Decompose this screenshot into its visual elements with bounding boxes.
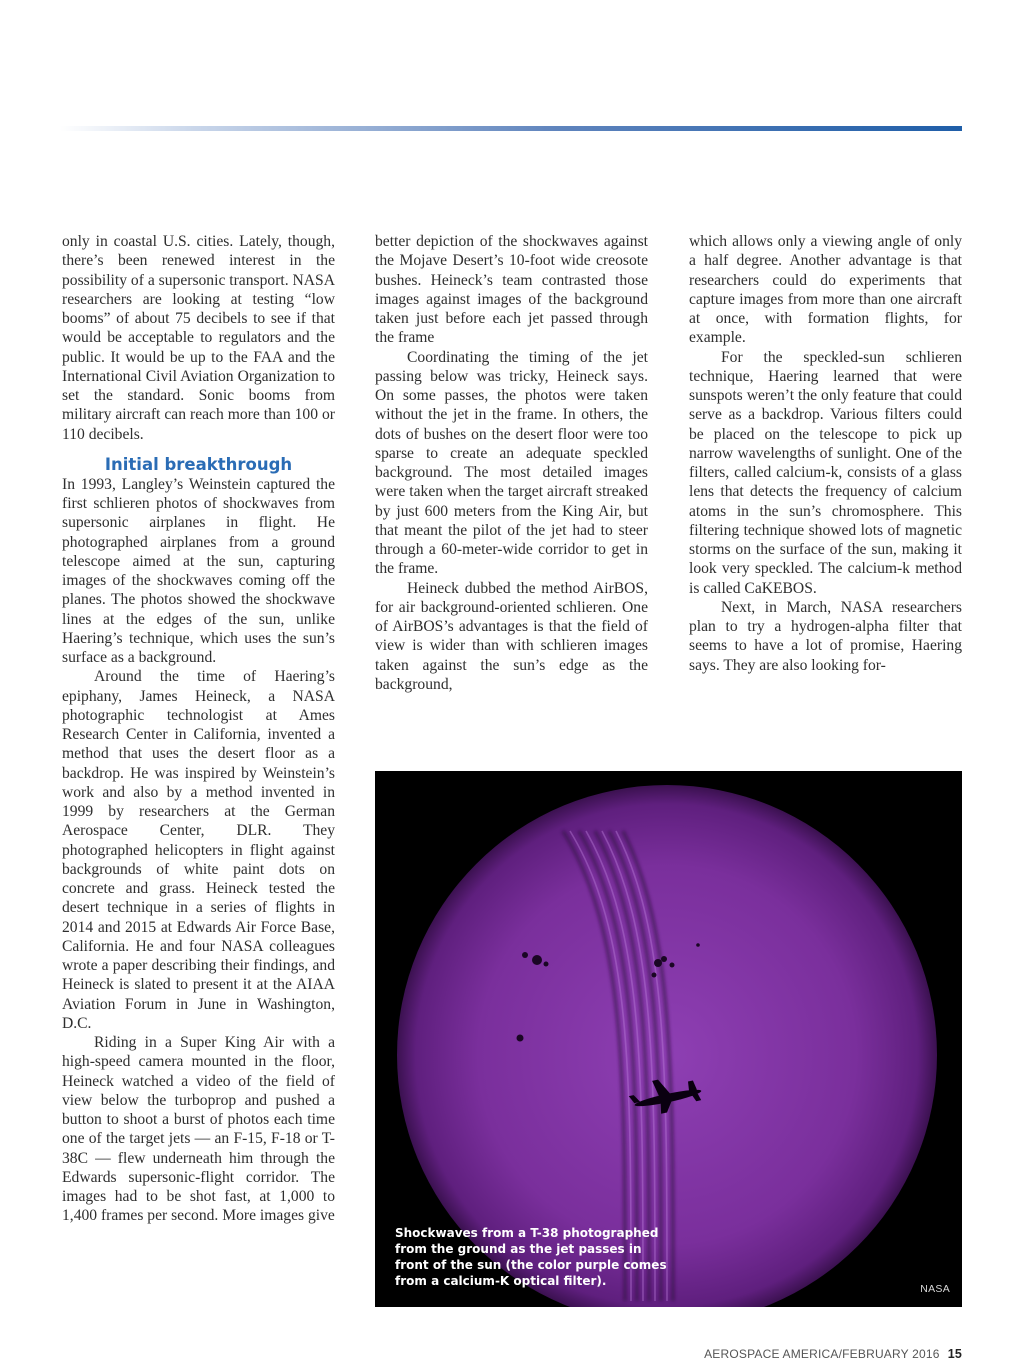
paragraph: For the speckled-sun schlieren technique, Haering learned that were sunspots weren’t the only feature that could serve as a backdrop. Various filters could be placed on the telescope to pick up narrow wavelengths of sunlight. One of the filters, called calcium-k, consists of a glass lens that detects the frequency of calcium atoms in the sun’s chromosphere. This filtering technique showed lots of magnetic storms on the surface of the sun, making it look very speckled. The calcium-k method is called CaKEBOS.: [689, 348, 962, 597]
paragraph: Next, in March, NASA researchers plan to try a hydrogen-alpha filter that seems to have a lot of promise, Haering says. They are also looking for-: [689, 598, 962, 674]
paragraph: only in coastal U.S. cities. Lately, though, there’s been renewed interest in the possibility of a supersonic transport. NASA researchers are looking at testing “low booms” of about 75 decibels to see if that would be acceptable to regulators and the public. It would be up to the FAA and the International Civil Aviation Organization to set the standard. Sonic booms from military aircraft can reach more than 100 or 110 decibels.: [62, 233, 335, 443]
paragraph: Coordinating the timing of the jet passing below was tricky, Heineck says. On some passes, the photos were taken without the jet in the frame. In others, the dots of bushes on the desert floor were too sparse to create an adequate speckled background. The most detailed images were taken when the target aircraft streaked by just 600 meters from the King Air, but that meant the pilot of the jet had to steer through a 60-meter-wide corridor to get in the frame.: [375, 348, 648, 578]
column-1: [62, 232, 335, 1226]
paragraph: which allows only a viewing angle of only a half degree. Another advantage is that researchers could do experiments that capture images from more than one aircraft at once, with formation flights, for example.: [689, 233, 962, 347]
photo-caption: Shockwaves from a T-38 photographed from the ground as the jet passes in front of the sun (the color purple comes from a calcium-K optical filter).: [395, 1226, 667, 1288]
column-3: [689, 232, 962, 675]
paragraph: Around the time of Haering’s epiphany, James Heineck, a NASA photographic technologist at Ames Research Center in California, invented a method that uses the desert floor as a backdrop. He was inspired by Weinstein’s work and also by a method invented in 1999 by researchers at the German Aerospace Center, DLR. They photographed helicopters in flight against backgrounds of white paint dots on concrete and grass. Heineck tested the desert technique in a series of flights in 2014 and 2015 at Edwards Air Force Base, California. He and four NASA colleagues wrote a paper describing their findings, and Heineck is slated to present it at the AIAA Aviation Forum in June in Washington, D.C.: [62, 668, 335, 1032]
page-number: 15: [947, 1347, 962, 1361]
section-heading: Initial breakthrough: [104, 454, 293, 474]
paragraph: In 1993, Langley’s Weinstein captured the first schlieren photos of shockwaves from supersonic airplanes in flight. He photographed airplanes from a ground telescope aimed at the sun, capturing images of the shockwaves coming off the planes. The photos showed the shockwave lines at the edges of the sun, unlike Haering’s technique, which uses the sun’s surface as a background.: [62, 475, 335, 666]
page-footer: [704, 1347, 962, 1361]
publication-name: AEROSPACE AMERICA/FEBRUARY 2016: [704, 1347, 940, 1361]
sun-photo: [375, 771, 962, 1307]
paragraph: better depiction of the shockwaves against the Mojave Desert’s 10-foot wide creosote bushes. Heineck’s team contrasted those images against images of the background taken just before each jet passed through the frame: [375, 233, 648, 347]
paragraph: Riding in a Super King Air with a high-speed camera mounted in the floor, Heineck watched a video of the field of view below the turboprop and pushed a button to shoot a burst of photos each time one of the target jets — an F-15, F-18 or T-38C — flew underneath him through the Edwards supersonic-flight corridor. The images had to be shot fast, at 1,000 to 1,400 frames per second. More images give: [62, 1034, 335, 1225]
photo-credit: NASA: [920, 1283, 950, 1295]
header-rule: [60, 126, 962, 131]
paragraph: Heineck dubbed the method AirBOS, for air background-oriented schlieren. One of AirBOS’s advantages is that the field of view is wider than with schlieren images taken against the sun’s edge as the background,: [375, 579, 648, 693]
column-2: [375, 232, 648, 694]
